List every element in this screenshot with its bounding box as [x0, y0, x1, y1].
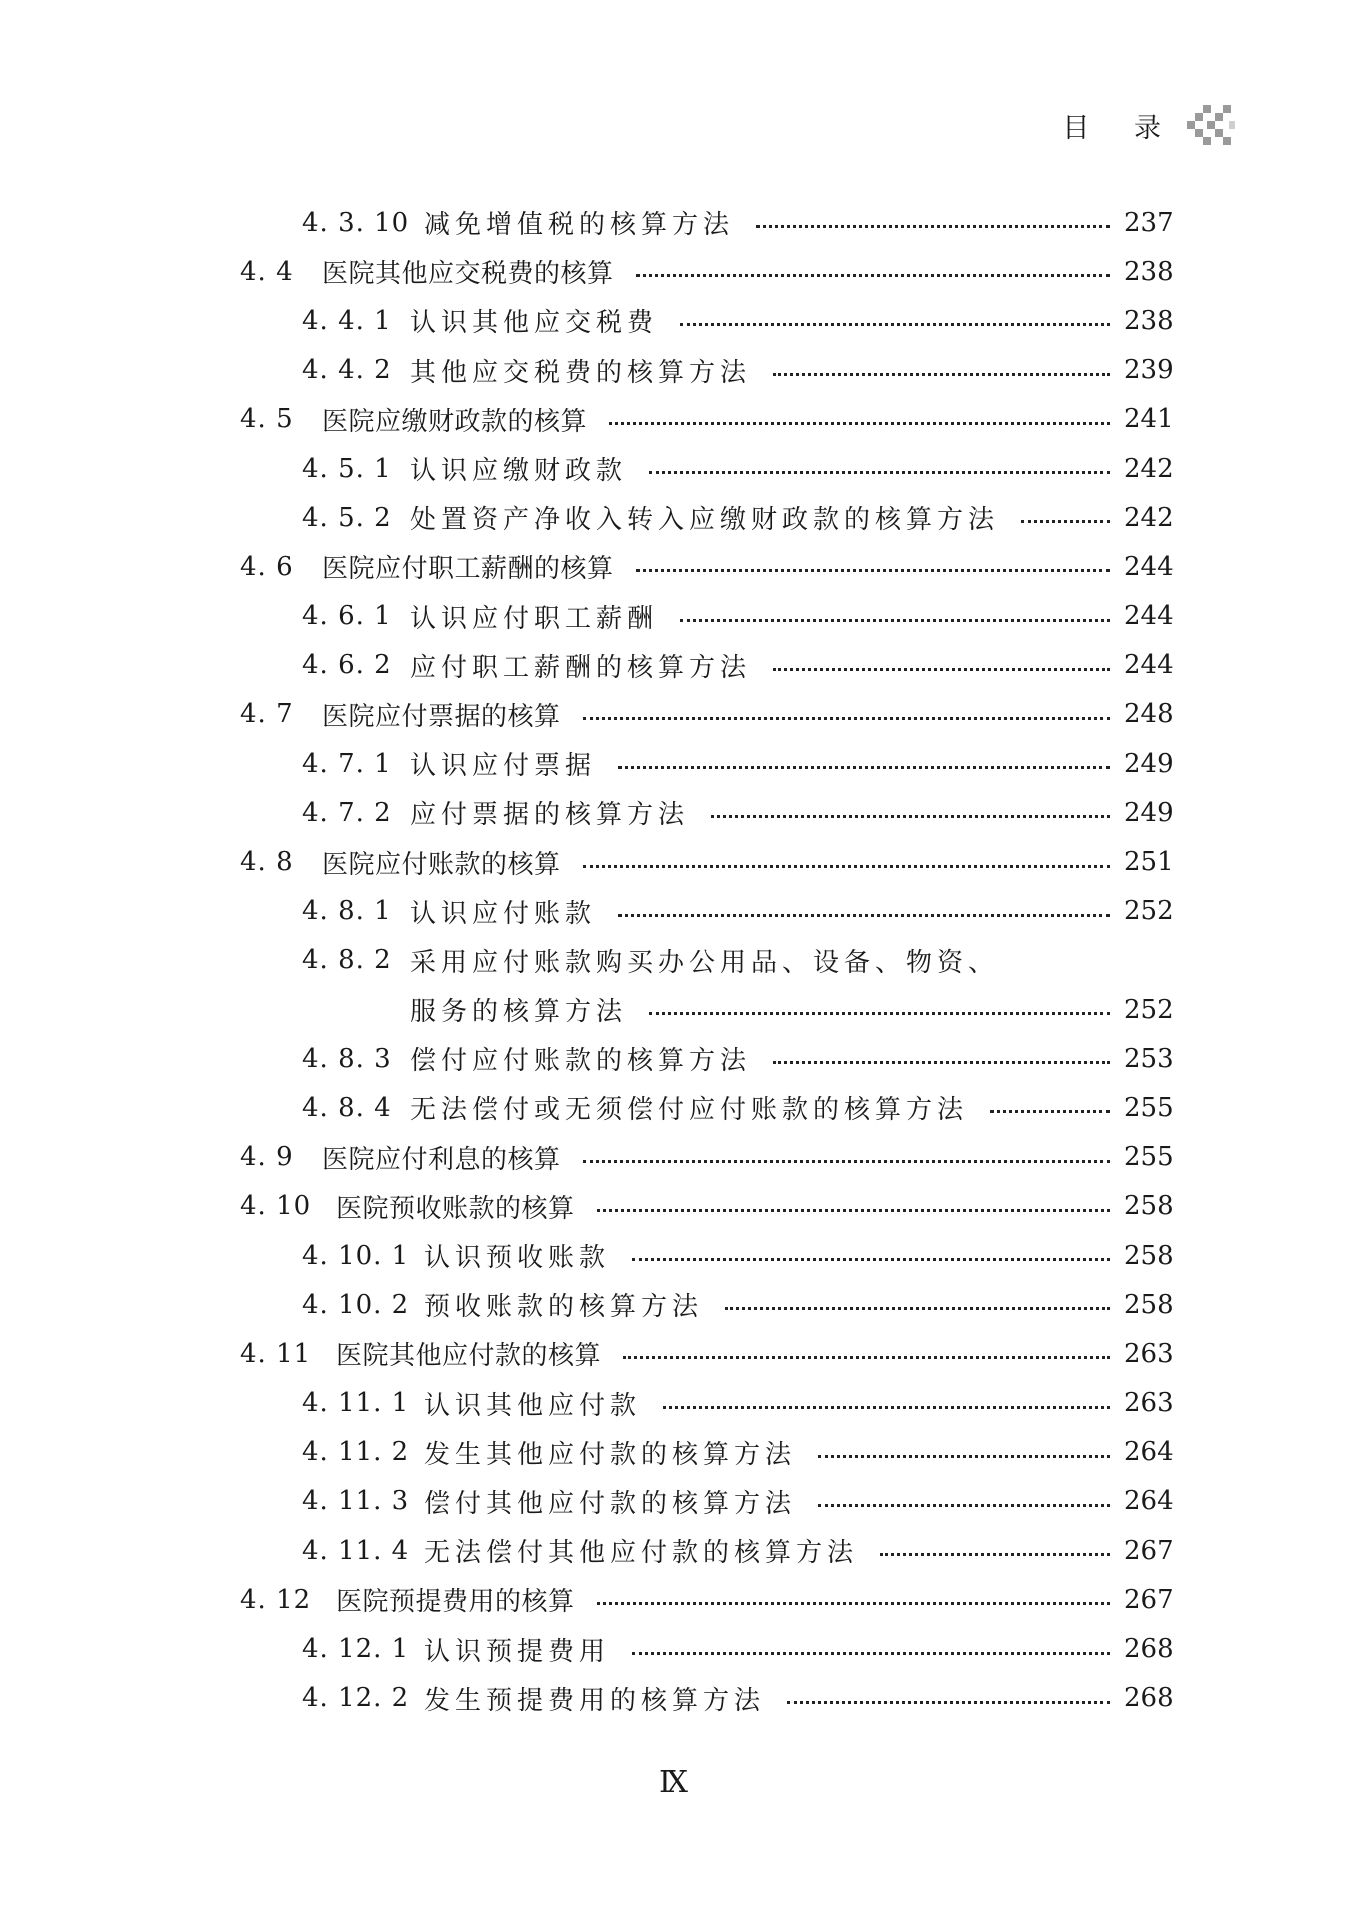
dot-leader: [990, 1110, 1110, 1113]
toc-entry-number: 4. 4: [240, 256, 294, 287]
toc-entry-title: 认识应缴财政款: [410, 456, 628, 487]
dot-leader: [680, 619, 1110, 622]
toc-entry-title: 应付票据的核算方法: [410, 800, 690, 831]
toc-entry-page: 251: [1124, 847, 1174, 878]
toc-entry[interactable]: [240, 198, 1174, 247]
toc-entry[interactable]: [240, 296, 1174, 345]
toc-entry-title: 认识预收账款: [424, 1243, 611, 1274]
toc-entry-title: 其他应交税费的核算方法: [410, 357, 752, 388]
toc-entry-number: 4. 7. 1: [302, 748, 392, 779]
toc-entry-title-continued: 服务的核算方法: [410, 997, 628, 1028]
toc-entry-number: 4. 6. 2: [302, 650, 392, 681]
toc-entry[interactable]: [240, 690, 1174, 739]
toc-entry-page: 264: [1124, 1437, 1174, 1468]
toc-entry-page: 249: [1124, 748, 1174, 779]
toc-entry-title: 发生其他应付款的核算方法: [424, 1439, 797, 1470]
toc-entry-number: 4. 5: [240, 404, 294, 435]
dot-leader: [632, 1652, 1110, 1655]
toc-entry-title: 认识应付票据: [410, 751, 597, 782]
toc-entry[interactable]: [240, 1034, 1174, 1083]
toc-entry[interactable]: [240, 1280, 1174, 1329]
toc-entry-number: 4. 4. 1: [302, 305, 392, 336]
toc-entry-page: 267: [1124, 1535, 1174, 1566]
toc-entry-title: 医院应付利息的核算: [322, 1144, 561, 1175]
toc-entry-number: 4. 5. 1: [302, 453, 392, 484]
toc-entry-title: 医院应付账款的核算: [322, 849, 561, 880]
toc-entry-number: 4. 10: [240, 1191, 312, 1222]
dot-leader: [632, 1258, 1110, 1261]
toc-entry-number: 4. 8: [240, 847, 294, 878]
toc-entry[interactable]: [240, 542, 1174, 591]
toc-entry-page: 244: [1124, 601, 1174, 632]
toc-entry[interactable]: [240, 395, 1174, 444]
dot-leader: [597, 1209, 1110, 1212]
toc-entry[interactable]: [240, 1231, 1174, 1280]
toc-entry-title: 采用应付账款购买办公用品、设备、物资、: [410, 947, 1000, 978]
toc-entry[interactable]: [240, 1182, 1174, 1231]
toc-entry[interactable]: [240, 1575, 1174, 1624]
toc-entry-title: 医院应付职工薪酬的核算: [322, 554, 614, 585]
toc-entry-page: 258: [1124, 1289, 1174, 1320]
toc-entry-title: 发生预提费用的核算方法: [424, 1685, 766, 1716]
toc-entry-title: 医院预提费用的核算: [336, 1587, 575, 1618]
toc-entry-title: 偿付应付账款的核算方法: [410, 1046, 752, 1077]
toc-entry[interactable]: [240, 788, 1174, 837]
toc-entry-number: 4. 11. 3: [302, 1486, 410, 1517]
toc-entry-number: 4. 8. 2: [302, 945, 392, 976]
dot-leader: [818, 1455, 1110, 1458]
toc-entry-number: 4. 9: [240, 1142, 294, 1173]
toc-entry[interactable]: [240, 936, 1170, 985]
toc-entry-title: 预收账款的核算方法: [424, 1292, 704, 1323]
toc-entry[interactable]: [240, 1526, 1174, 1575]
toc-entry-page: 238: [1124, 305, 1174, 336]
dot-leader: [609, 422, 1110, 425]
toc-entry-page: 263: [1124, 1388, 1174, 1419]
toc-entry-title: 处置资产净收入转入应缴财政款的核算方法: [410, 505, 1000, 536]
toc-entry-title: 医院其他应付款的核算: [336, 1341, 602, 1372]
toc-entry[interactable]: [240, 641, 1174, 690]
toc-entry[interactable]: [240, 739, 1174, 788]
toc-entry-page: 264: [1124, 1486, 1174, 1517]
page-header: [1062, 100, 1237, 150]
toc-entry-page: 268: [1124, 1683, 1174, 1714]
dot-leader: [663, 1406, 1110, 1409]
toc-entry[interactable]: [240, 1329, 1174, 1378]
toc-entry-number: 4. 11. 2: [302, 1437, 410, 1468]
toc-entry-number: 4. 12. 2: [302, 1683, 410, 1714]
toc-entry-page: 242: [1124, 453, 1174, 484]
toc-entry-number: 4. 12: [240, 1584, 312, 1615]
toc-entry-title: 认识其他应交税费: [410, 308, 659, 339]
toc-entry-page: 248: [1124, 699, 1174, 730]
toc-entry[interactable]: [240, 1624, 1174, 1673]
toc-entry[interactable]: [240, 444, 1174, 493]
toc-entry-title: 医院其他应交税费的核算: [322, 259, 614, 290]
toc-entry-title: 医院应缴财政款的核算: [322, 406, 588, 437]
toc-entry[interactable]: [240, 1083, 1174, 1132]
dot-leader: [773, 1061, 1110, 1064]
toc-entry-number: 4. 3. 10: [302, 207, 410, 238]
dot-leader: [818, 1504, 1110, 1507]
toc-entry-page: 241: [1124, 404, 1174, 435]
toc-entry-page: 237: [1124, 207, 1174, 238]
dot-leader: [583, 1160, 1110, 1163]
toc-entry-number: 4. 8. 1: [302, 896, 392, 927]
dot-leader: [787, 1701, 1110, 1704]
toc-entry-title: 无法偿付其他应付款的核算方法: [424, 1538, 859, 1569]
toc-entry-page: 267: [1124, 1584, 1174, 1615]
toc-entry-title: 偿付其他应付款的核算方法: [424, 1488, 797, 1519]
toc-entry-continued[interactable]: [240, 985, 1174, 1034]
dot-leader: [773, 373, 1110, 376]
toc-entry[interactable]: [240, 837, 1174, 886]
dot-leader: [680, 323, 1110, 326]
toc-entry-number: 4. 4. 2: [302, 355, 392, 386]
toc-entry-page: 249: [1124, 797, 1174, 828]
toc-entry-title: 认识应付账款: [410, 898, 597, 929]
dot-leader: [711, 815, 1110, 818]
dot-leader: [649, 1012, 1110, 1015]
toc-entry-page: 239: [1124, 355, 1174, 386]
toc-entry-number: 4. 8. 3: [302, 1043, 392, 1074]
toc-entry-number: 4. 12. 1: [302, 1634, 410, 1665]
toc-entry-page: 244: [1124, 551, 1174, 582]
toc-entry-number: 4. 6. 1: [302, 601, 392, 632]
toc-entry[interactable]: [240, 1674, 1174, 1723]
toc-entry-title: 认识应付职工薪酬: [410, 603, 659, 634]
toc-entry-number: 4. 7: [240, 699, 294, 730]
dot-leader: [756, 225, 1110, 228]
toc-entry[interactable]: [240, 493, 1174, 542]
toc-entry-title: 无法偿付或无须偿付应付账款的核算方法: [410, 1095, 969, 1126]
toc-entry-page: 258: [1124, 1240, 1174, 1271]
toc-entry-page: 255: [1124, 1092, 1174, 1123]
toc-entry-title: 应付职工薪酬的核算方法: [410, 652, 752, 683]
toc-entry[interactable]: [240, 247, 1174, 296]
toc-entry-number: 4. 5. 2: [302, 502, 392, 533]
toc-entry-title: 认识其他应付款: [424, 1390, 642, 1421]
toc-entry-title: 医院预收账款的核算: [336, 1193, 575, 1224]
page-number: Ⅸ: [659, 1765, 688, 1800]
dot-leader: [597, 1602, 1110, 1605]
toc-entry-number: 4. 10. 2: [302, 1289, 410, 1320]
dot-leader: [618, 914, 1110, 917]
toc-entry[interactable]: [240, 1133, 1174, 1182]
toc-entry-number: 4. 11. 4: [302, 1535, 410, 1566]
toc-entry-number: 4. 8. 4: [302, 1092, 392, 1123]
header-title: 目 录: [1062, 112, 1179, 144]
toc-entry[interactable]: [240, 1477, 1174, 1526]
toc-entry-title: 认识预提费用: [424, 1636, 611, 1667]
toc-entry-number: 4. 6: [240, 551, 294, 582]
dot-leader: [725, 1307, 1110, 1310]
toc-entry-number: 4. 10. 1: [302, 1240, 410, 1271]
dot-leader: [623, 1356, 1110, 1359]
toc-entry-page: 238: [1124, 256, 1174, 287]
dot-leader: [1021, 520, 1110, 523]
toc-entry-number: 4. 11. 1: [302, 1388, 410, 1419]
toc-entry-title: 减免增值税的核算方法: [424, 210, 735, 241]
dot-leader: [636, 274, 1110, 277]
toc-entry[interactable]: [240, 887, 1174, 936]
toc-entry-page: 258: [1124, 1191, 1174, 1222]
toc-entry-number: 4. 11: [240, 1338, 312, 1369]
dot-leader: [773, 668, 1110, 671]
toc-entry[interactable]: [240, 346, 1174, 395]
chevron-left-icon: [1181, 103, 1237, 147]
toc-entry-page: 252: [1124, 994, 1174, 1025]
toc-entry-title: 医院应付票据的核算: [322, 701, 561, 732]
table-of-contents: [240, 198, 1174, 1723]
toc-entry-number: 4. 7. 2: [302, 797, 392, 828]
toc-entry-page: 255: [1124, 1142, 1174, 1173]
dot-leader: [649, 471, 1110, 474]
toc-entry[interactable]: [240, 592, 1174, 641]
toc-entry[interactable]: [240, 1379, 1174, 1428]
toc-entry-page: 242: [1124, 502, 1174, 533]
dot-leader: [583, 865, 1110, 868]
toc-entry-page: 253: [1124, 1043, 1174, 1074]
dot-leader: [636, 569, 1110, 572]
dot-leader: [618, 766, 1110, 769]
dot-leader: [880, 1553, 1110, 1556]
toc-entry-page: 252: [1124, 896, 1174, 927]
dot-leader: [583, 717, 1110, 720]
toc-entry-page: 263: [1124, 1338, 1174, 1369]
toc-entry[interactable]: [240, 1428, 1174, 1477]
toc-entry-page: 244: [1124, 650, 1174, 681]
toc-entry-page: 268: [1124, 1634, 1174, 1665]
